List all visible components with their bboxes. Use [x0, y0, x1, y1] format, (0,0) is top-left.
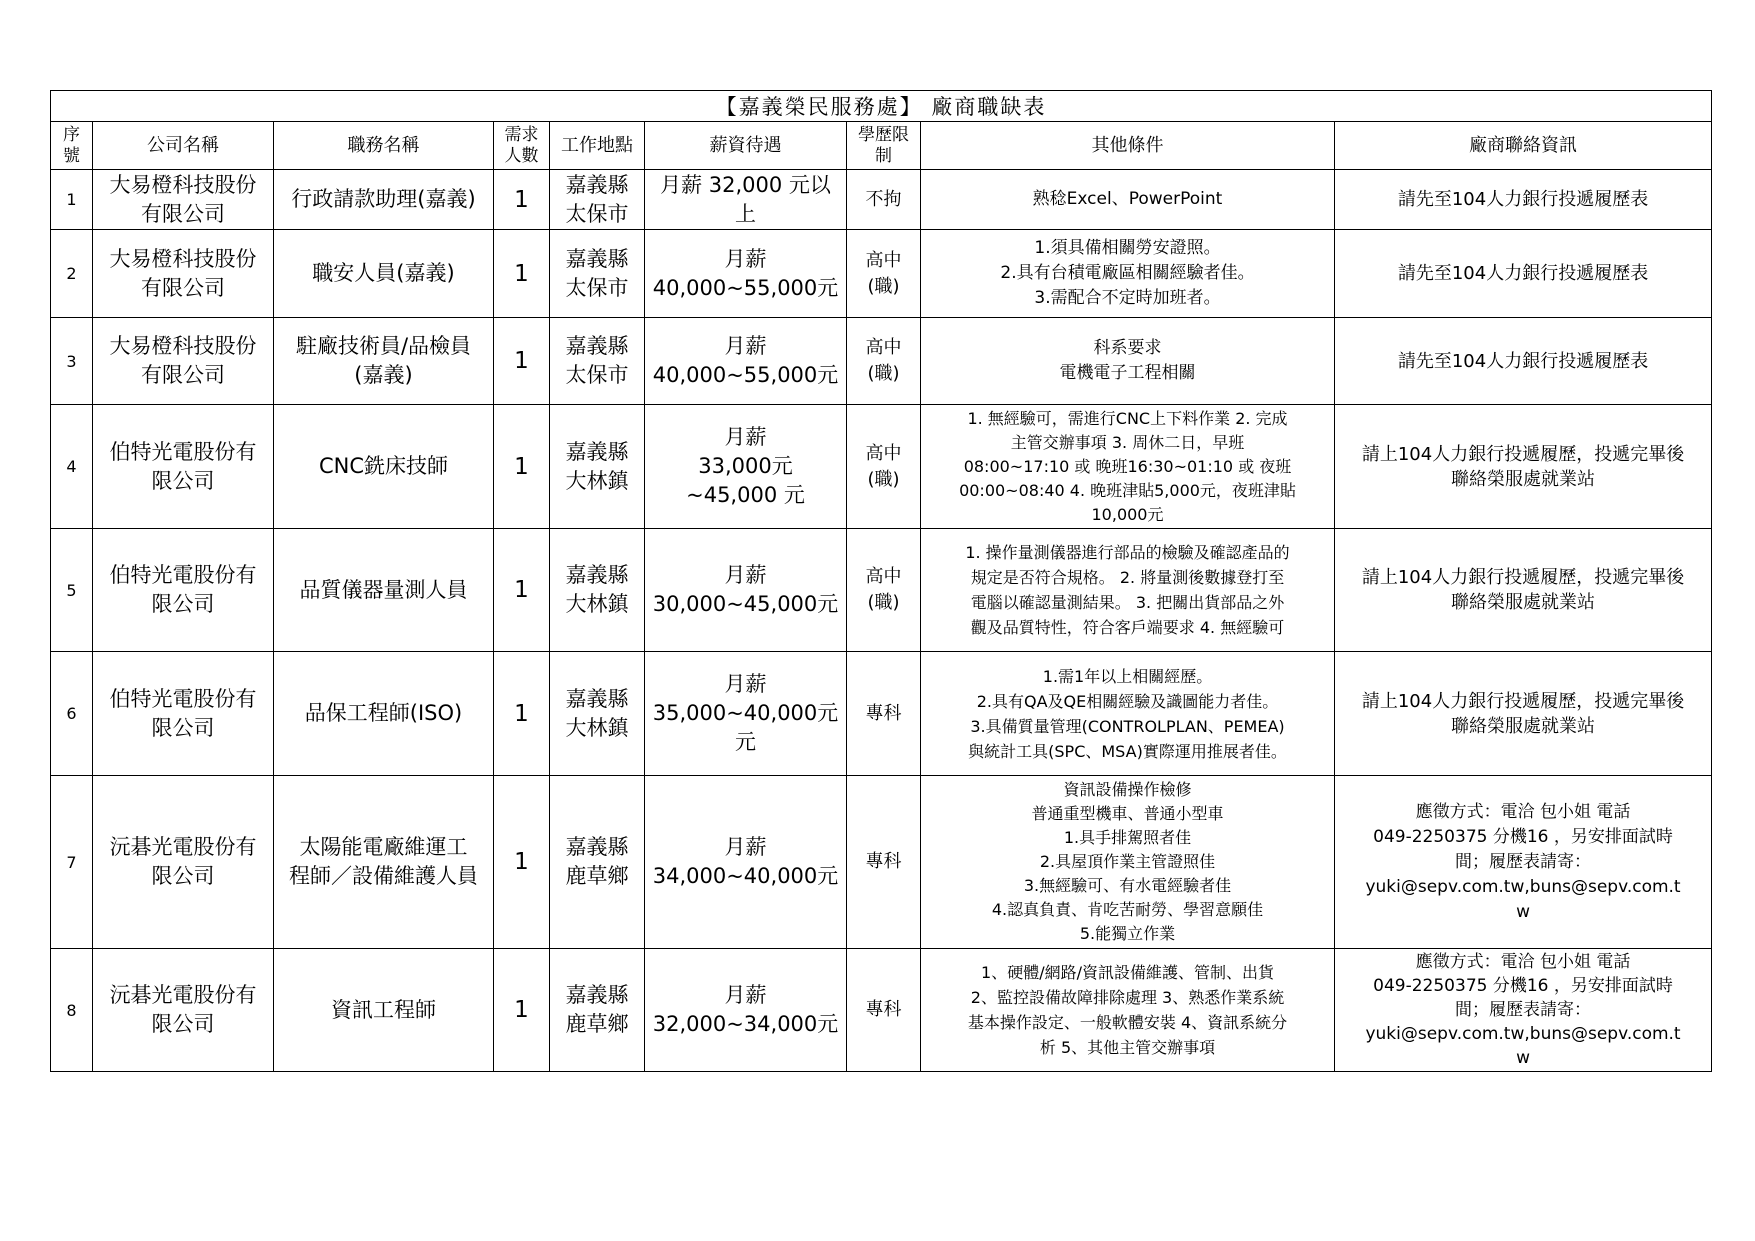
header-no: 序 號 — [51, 122, 93, 170]
row-contact: 請先至104人力銀行投遞履歷表 — [1335, 170, 1712, 230]
row-headcount: 1 — [494, 318, 550, 405]
row-other-conditions: 1.須具備相關勞安證照。 2.具有台積電廠區相關經驗者佳。 3.需配合不定時加班者。 — [921, 230, 1335, 318]
row-position: 資訊工程師 — [274, 949, 494, 1072]
row-company: 沅碁光電股份有 限公司 — [93, 776, 274, 949]
header-headcount: 需求 人數 — [494, 122, 550, 170]
row-salary: 月薪 30,000~45,000元 — [645, 529, 847, 652]
row-no: 7 — [51, 776, 93, 949]
row-salary: 月薪 32,000 元以 上 — [645, 170, 847, 230]
row-position: CNC銑床技師 — [274, 405, 494, 529]
row-contact: 請上104人力銀行投遞履歷，投遞完畢後 聯絡榮服處就業站 — [1335, 405, 1712, 529]
row-no: 1 — [51, 170, 93, 230]
row-contact: 應徵方式：電洽 包小姐 電話 049-2250375 分機16 ，另安排面試時 間；履歷表請寄： yuki@sepv.com.tw,buns@sepv.com.t w — [1335, 949, 1712, 1072]
row-no: 5 — [51, 529, 93, 652]
row-company: 大易橙科技股份 有限公司 — [93, 318, 274, 405]
row-no: 2 — [51, 230, 93, 318]
row-position: 職安人員(嘉義) — [274, 230, 494, 318]
row-other-conditions: 1. 操作量測儀器進行部品的檢驗及確認產品的 規定是否符合規格。 2. 將量測後數據登打至 電腦以確認量測結果。 3. 把關出貨部品之外 觀及品質特性，符合客戶端要求 4. 無經驗可 — [921, 529, 1335, 652]
header-location: 工作地點 — [550, 122, 645, 170]
row-contact: 請上104人力銀行投遞履歷，投遞完畢後 聯絡榮服處就業站 — [1335, 652, 1712, 776]
table-row — [51, 949, 1712, 1072]
row-location: 嘉義縣 大林鎮 — [550, 529, 645, 652]
header-position: 職務名稱 — [274, 122, 494, 170]
row-salary: 月薪 40,000~55,000元 — [645, 230, 847, 318]
table-row — [51, 405, 1712, 529]
row-other-conditions: 1、硬體/網路/資訊設備維護、管制、出貨 2、監控設備故障排除處理 3、熟悉作業系統 基本操作設定、一般軟體安裝 4、資訊系統分 析 5、其他主管交辦事項 — [921, 949, 1335, 1072]
header-contact: 廠商聯絡資訊 — [1335, 122, 1712, 170]
row-education: 專科 — [847, 776, 921, 949]
header-education: 學歷限 制 — [847, 122, 921, 170]
row-no: 3 — [51, 318, 93, 405]
row-location: 嘉義縣 鹿草鄉 — [550, 949, 645, 1072]
row-education: 高中 (職) — [847, 318, 921, 405]
row-headcount: 1 — [494, 776, 550, 949]
job-vacancy-table — [50, 90, 1712, 1072]
row-salary: 月薪 34,000~40,000元 — [645, 776, 847, 949]
row-other-conditions: 資訊設備操作檢修 普通重型機車、普通小型車 1.具手排駕照者佳 2.具屋頂作業主管證照佳 3.無經驗可、有水電經驗者佳 4.認真負責、肯吃苦耐勞、學習意願佳 5.能獨立作業 — [921, 776, 1335, 949]
row-other-conditions: 熟稔Excel、PowerPoint — [921, 170, 1335, 230]
row-education: 專科 — [847, 949, 921, 1072]
row-headcount: 1 — [494, 949, 550, 1072]
row-salary: 月薪 32,000~34,000元 — [645, 949, 847, 1072]
row-company: 沅碁光電股份有 限公司 — [93, 949, 274, 1072]
row-education: 高中 (職) — [847, 230, 921, 318]
row-company: 伯特光電股份有 限公司 — [93, 652, 274, 776]
row-location: 嘉義縣 太保市 — [550, 318, 645, 405]
row-headcount: 1 — [494, 405, 550, 529]
row-salary: 月薪 33,000元 ~45,000 元 — [645, 405, 847, 529]
table-row — [51, 529, 1712, 652]
row-headcount: 1 — [494, 529, 550, 652]
row-position: 太陽能電廠維運工 程師／設備維護人員 — [274, 776, 494, 949]
row-education: 高中 (職) — [847, 529, 921, 652]
row-headcount: 1 — [494, 230, 550, 318]
table-row — [51, 652, 1712, 776]
row-other-conditions: 科系要求 電機電子工程相關 — [921, 318, 1335, 405]
row-position: 駐廠技術員/品檢員 (嘉義) — [274, 318, 494, 405]
row-headcount: 1 — [494, 652, 550, 776]
row-location: 嘉義縣 大林鎮 — [550, 652, 645, 776]
row-location: 嘉義縣 太保市 — [550, 170, 645, 230]
row-other-conditions: 1.需1年以上相關經歷。 2.具有QA及QE相關經驗及識圖能力者佳。 3.具備質量管理(CONTROLPLAN、PEMEA) 與統計工具(SPC、MSA)實際運用推展者佳。 — [921, 652, 1335, 776]
row-position: 品保工程師(ISO) — [274, 652, 494, 776]
row-headcount: 1 — [494, 170, 550, 230]
table-row — [51, 776, 1712, 949]
row-salary: 月薪 35,000~40,000元 元 — [645, 652, 847, 776]
row-contact: 請先至104人力銀行投遞履歷表 — [1335, 318, 1712, 405]
row-no: 4 — [51, 405, 93, 529]
row-location: 嘉義縣 大林鎮 — [550, 405, 645, 529]
row-contact: 請上104人力銀行投遞履歷，投遞完畢後 聯絡榮服處就業站 — [1335, 529, 1712, 652]
row-company: 大易橙科技股份 有限公司 — [93, 230, 274, 318]
row-company: 大易橙科技股份 有限公司 — [93, 170, 274, 230]
row-no: 8 — [51, 949, 93, 1072]
row-location: 嘉義縣 太保市 — [550, 230, 645, 318]
table-title: 【嘉義榮民服務處】 廠商職缺表 — [51, 91, 1712, 122]
row-position: 行政請款助理(嘉義) — [274, 170, 494, 230]
row-other-conditions: 1. 無經驗可，需進行CNC上下料作業 2. 完成 主管交辦事項 3. 周休二日，早班 08:00~17:10 或 晚班16:30~01:10 或 夜班 00:00~08:40 4. 晚班津貼5,000元，夜班津貼 10,000元 — [921, 405, 1335, 529]
row-location: 嘉義縣 鹿草鄉 — [550, 776, 645, 949]
row-position: 品質儀器量測人員 — [274, 529, 494, 652]
row-education: 不拘 — [847, 170, 921, 230]
table-row — [51, 170, 1712, 230]
table-row — [51, 318, 1712, 405]
header-salary: 薪資待遇 — [645, 122, 847, 170]
row-salary: 月薪 40,000~55,000元 — [645, 318, 847, 405]
row-contact: 請先至104人力銀行投遞履歷表 — [1335, 230, 1712, 318]
row-no: 6 — [51, 652, 93, 776]
row-education: 專科 — [847, 652, 921, 776]
table-row — [51, 230, 1712, 318]
row-company: 伯特光電股份有 限公司 — [93, 405, 274, 529]
row-contact: 應徵方式：電洽 包小姐 電話 049-2250375 分機16 ，另安排面試時 間；履歷表請寄： yuki@sepv.com.tw,buns@sepv.com.t w — [1335, 776, 1712, 949]
header-company: 公司名稱 — [93, 122, 274, 170]
row-education: 高中 (職) — [847, 405, 921, 529]
row-company: 伯特光電股份有 限公司 — [93, 529, 274, 652]
header-other: 其他條件 — [921, 122, 1335, 170]
